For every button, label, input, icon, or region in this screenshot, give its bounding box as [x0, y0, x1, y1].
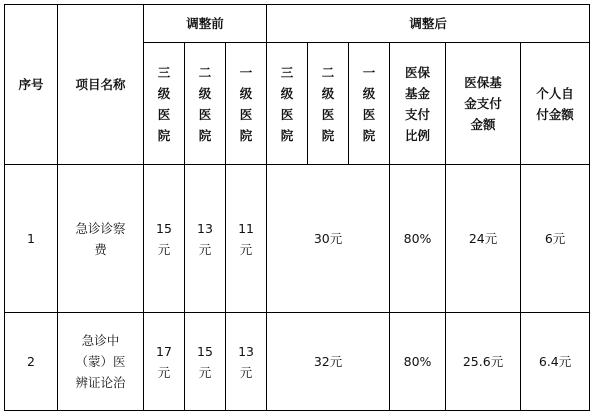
header-seq: 序号	[5, 5, 58, 165]
row-fund-amount: 25.6元	[446, 313, 521, 411]
row-before-tier2: 13元	[185, 165, 226, 313]
header-self-pay: 个人自付金额	[521, 43, 590, 165]
header-row-1	[5, 5, 590, 43]
row-seq: 1	[5, 165, 58, 313]
table-row	[5, 165, 590, 313]
row-before-tier2: 15元	[185, 313, 226, 411]
row-after-price: 32元	[267, 313, 390, 411]
row-fund-ratio: 80%	[390, 165, 446, 313]
row-after-price: 30元	[267, 165, 390, 313]
header-before-tier2: 二级医院	[185, 43, 226, 165]
header-before-tier1: 一级医院	[226, 43, 267, 165]
fee-adjustment-table	[4, 4, 590, 411]
header-fund-amount: 医保基金支付金额	[446, 43, 521, 165]
row-item-name: 急诊中（蒙）医辨证论治	[58, 313, 144, 411]
row-before-tier1: 11元	[226, 165, 267, 313]
row-seq: 2	[5, 313, 58, 411]
header-before-tier3: 三级医院	[144, 43, 185, 165]
table-row	[5, 313, 590, 411]
row-before-tier1: 13元	[226, 313, 267, 411]
header-before: 调整前	[144, 5, 267, 43]
header-after: 调整后	[267, 5, 590, 43]
row-item-name: 急诊诊察费	[58, 165, 144, 313]
header-item-name: 项目名称	[58, 5, 144, 165]
row-before-tier3: 17元	[144, 313, 185, 411]
row-before-tier3: 15元	[144, 165, 185, 313]
row-fund-ratio: 80%	[390, 313, 446, 411]
row-self-pay: 6.4元	[521, 313, 590, 411]
header-after-tier2: 二级医院	[308, 43, 349, 165]
header-fund-ratio: 医保基金支付比例	[390, 43, 446, 165]
row-self-pay: 6元	[521, 165, 590, 313]
row-fund-amount: 24元	[446, 165, 521, 313]
header-after-tier3: 三级医院	[267, 43, 308, 165]
header-after-tier1: 一级医院	[349, 43, 390, 165]
